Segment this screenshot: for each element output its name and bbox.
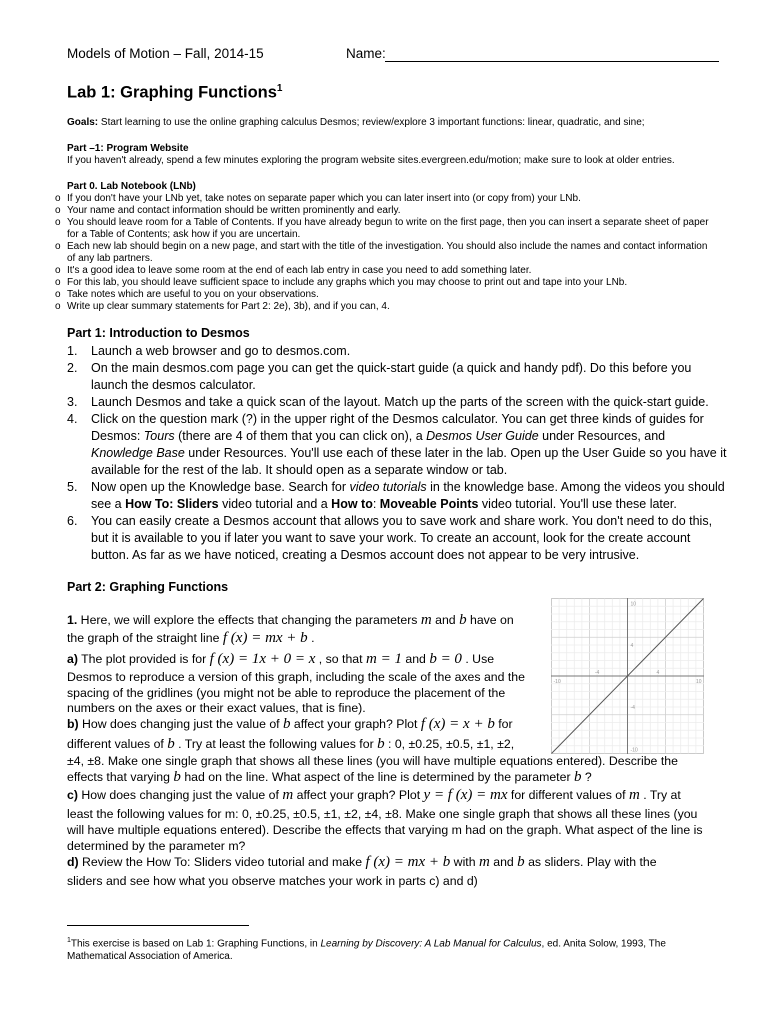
list-item: 1. Launch a web browser and go to desmos.com. [67, 344, 351, 358]
tick-label: 10 [695, 679, 702, 685]
q1a-line3: spacing of the gridlines (you might not be able to reproduce the placement of the [67, 686, 506, 700]
list-item: o For this lab, you should leave sufficient space to include any graphs which you may choose to print out and tape into your LNb. [55, 277, 715, 289]
part0-bullet-list [55, 193, 715, 313]
tick-label: 4 [630, 643, 634, 649]
part1-heading: Part 1: Introduction to Desmos [67, 326, 250, 340]
page-title: Lab 1: Graphing Functions$^1$ [67, 83, 283, 102]
footnote-divider [67, 925, 249, 926]
list-item: o It's a good idea to leave some room at the end of each lab entry in case you need to add something later. [55, 265, 715, 277]
q1a-line4: numbers on the axes or their exact values, that is fine). [67, 701, 366, 715]
list-item: o Your name and contact information should be written prominently and early. [55, 205, 715, 217]
list-item: o Each new lab should begin on a new page, and start with the title of the investigation. You should also include the names and contact information of any lab partners. [55, 241, 715, 265]
linear-function-graph [551, 598, 704, 754]
q1b-line4: effects that varying b had on the line. What aspect of the line is determined by the parameter b ? [67, 769, 592, 785]
q1-line1: 1. Here, we will explore the effects that changing the parameters m and b have on [67, 612, 514, 628]
part0-heading: Part 0. Lab Notebook (LNb) [67, 181, 196, 192]
footnote-marker: 1 [276, 83, 283, 94]
list-item: o Write up clear summary statements for Part 2: 2e), 3b), and if you can, 4. [55, 301, 715, 313]
tick-label: 4 [656, 670, 660, 676]
q1-line2: the graph of the straight line f (x) = mx + b . [67, 630, 315, 646]
list-item: 3. Launch Desmos and take a quick scan of the layout. Match up the parts of the screen with the quick-start guide. [67, 395, 709, 409]
goals: Goals: Start learning to use the online graphing calculus Desmos; review/explore 3 important functions: linear, quadratic, and sine; [67, 117, 645, 128]
q1b-line1: b) How does changing just the value of b affect your graph? Plot f (x) = x + b for [67, 716, 513, 732]
q1b-line2: different values of b . Try at least the following values for b : 0, ±0.25, ±0.5, ±1, ±2, [67, 736, 515, 752]
part2-heading: Part 2: Graphing Functions [67, 580, 229, 594]
list-item: 5. Now open up the Knowledge base. Search for video tutorials in the knowledge base. Among the videos you should see a How To: Sliders video tutorial and a How to: Moveable Points video tutorial. You'll use these later. [67, 480, 725, 511]
q1b-line3: ±4, ±8. Make one single graph that shows all these lines (you will have multiple equations entered). Describe the [67, 754, 678, 768]
q1d-line2: sliders and see how what you observe matches your work in parts c) and d) [67, 874, 478, 888]
tick-label: -10 [630, 747, 638, 754]
list-item: 2. On the main desmos.com page you can get the quick-start guide (a quick and handy pdf). Do this before you launch the desmos calculator. [67, 361, 692, 392]
q1c-line4: determined by the parameter m? [67, 839, 246, 853]
q1a-line1: a) The plot provided is for f (x) = 1x + 0 = x , so that m = 1 and b = 0 . Use [67, 651, 495, 667]
tick-label: -4 [630, 705, 635, 711]
part-minus1-heading: Part –1: Program Website [67, 143, 189, 154]
list-item: o If you don't have your LNb yet, take notes on separate paper which you can later insert into (or copy from) your LNb. [55, 193, 715, 205]
q1c-line3: will have multiple equations entered). Describe the effects that varying m had on the graph. What aspect of the line is [67, 823, 703, 837]
course-header: Models of Motion – Fall, 2014-15 [67, 46, 264, 61]
list-item: o Take notes which are useful to you on your observations. [55, 289, 715, 301]
q1c-line1: c) How does changing just the value of m affect your graph? Plot y = f (x) = mx for different values of m . Try at [67, 787, 681, 803]
part1-numbered-list [67, 343, 727, 564]
q1a-line2: Desmos to reproduce a version of this graph, including the scale of the axes and the [67, 670, 525, 684]
q1c-line2: least the following values for m: 0, ±0.25, ±0.5, ±1, ±2, ±4, ±8. Make one single graph that shows all these lines (you [67, 807, 698, 821]
tick-label: -10 [553, 679, 561, 685]
part-minus1-text: If you haven't already, spend a few minutes exploring the program website sites.evergreen.edu/motion; make sure to look at older entries. [67, 155, 675, 166]
q1d-line1: d) Review the How To: Sliders video tutorial and make f (x) = mx + b with m and b as sliders. Play with the [67, 854, 657, 870]
footnote: $^1$This exercise is based on Lab 1: Graphing Functions, in Learning by Discovery: A Lab Manual for Calculus, ed. Anita Solow, 1993, The Mathematical Association of America. [67, 937, 666, 963]
name-label: Name: [346, 46, 386, 61]
list-item: o You should leave room for a Table of Contents. If you have already begun to write on the first page, then you can insert a separate sheet of paper for a Table of Contents; ask how if you are uncertain. [55, 217, 715, 241]
tick-label: -4 [594, 670, 600, 676]
list-item: 4. Click on the question mark (?) in the upper right of the Desmos calculator. You can get three kinds of guides for Desmos: Tours (there are 4 of them that you can click on), a Desmos User Guide under Resources, and Knowledge Base under Resources. You'll use each of these later in the lab. Open up the User Guide so you have it available for the rest of the lab. It should open as a separate window or tab. [67, 412, 727, 477]
tick-label: 10 [630, 601, 637, 608]
name-blank-line[interactable] [385, 61, 719, 62]
list-item: 6. You can easily create a Desmos account that allows you to save work and share work. You don't need to do this, but it is available to you if later you want to save your work. To create an account, look for the create account button. As far as we have noticed, creating a Desmos account does not appear to be very intrusive. [67, 514, 713, 562]
